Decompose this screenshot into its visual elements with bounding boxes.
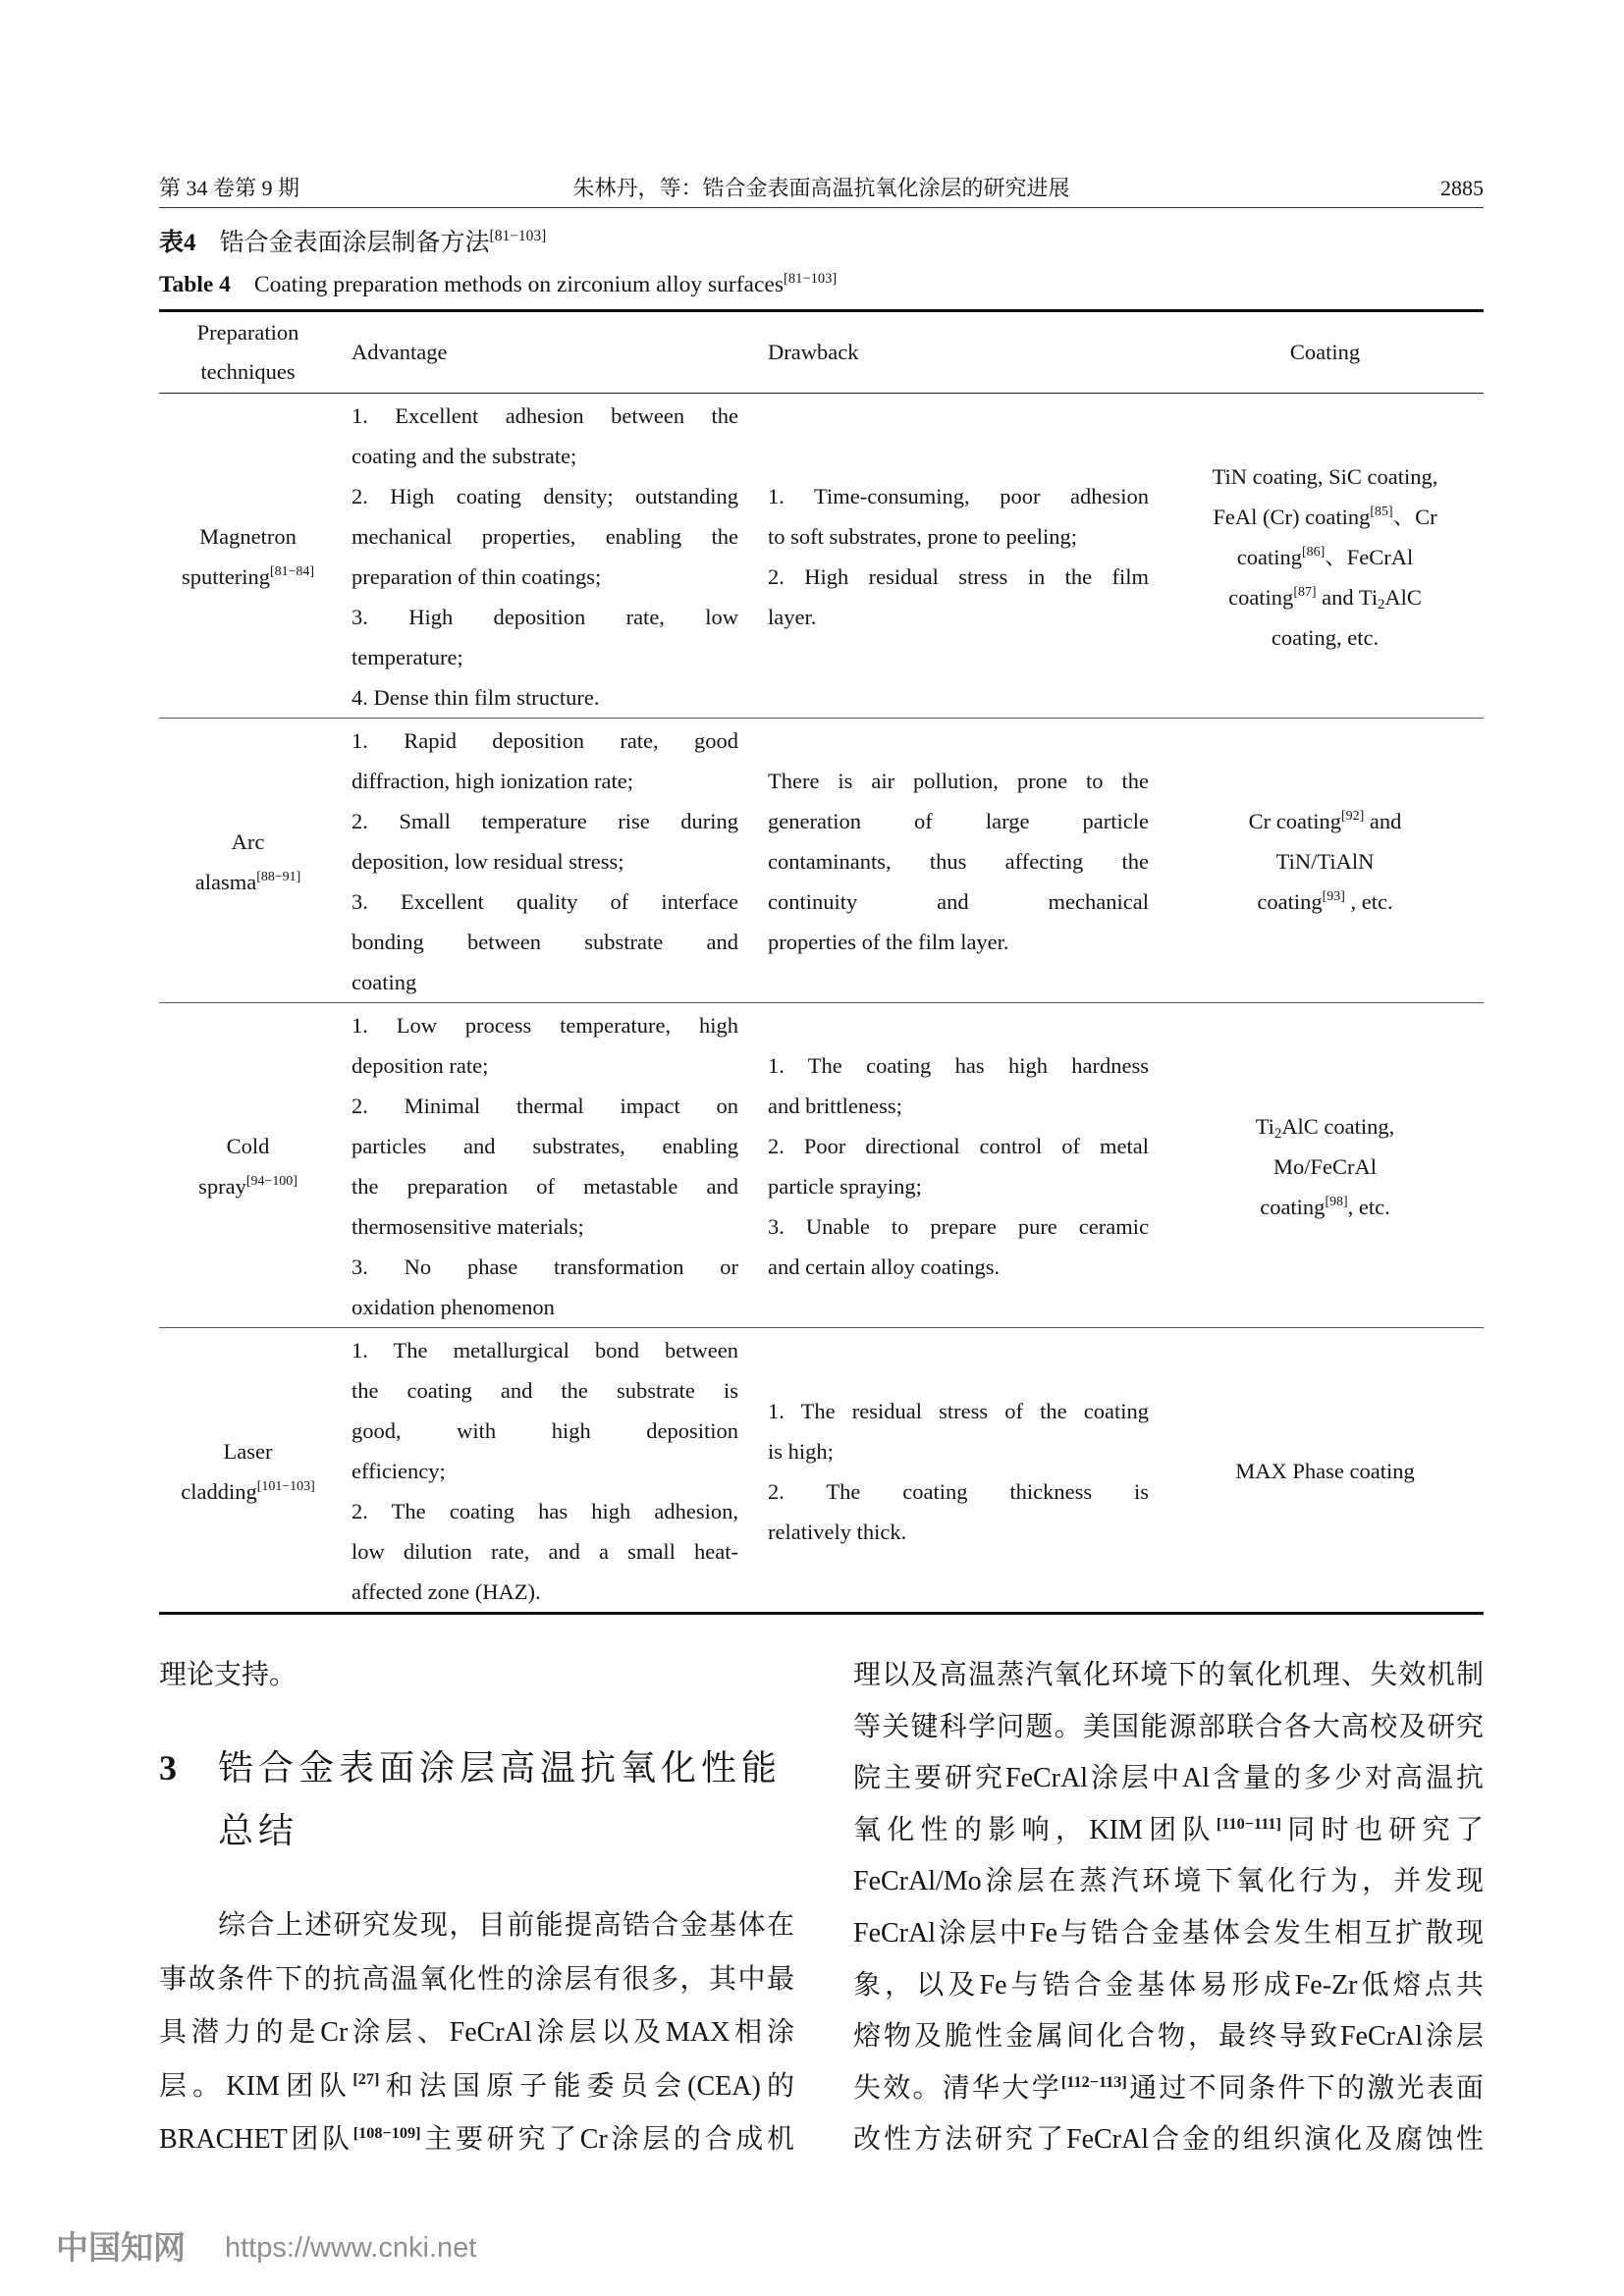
section-title-line: 总结: [218, 1810, 299, 1850]
cell-line: [768, 1206, 1149, 1247]
citation-superscript: [98]: [1325, 1194, 1348, 1209]
text-run: contaminants, thus affecting the: [768, 849, 1149, 874]
citation-superscript: [112−113]: [1060, 2072, 1127, 2091]
cell-line: [768, 516, 1149, 557]
table-header-row: [159, 312, 1484, 394]
cell-line: [159, 1126, 337, 1166]
cell-line: [352, 1005, 738, 1045]
text-run: FeAl (Cr) coating: [1213, 504, 1371, 529]
technique-cell: [159, 1126, 337, 1206]
body-line: [853, 1753, 1484, 1805]
cell-line: [768, 1166, 1149, 1206]
citation-superscript: [108−109]: [352, 2123, 421, 2142]
cell-line: [352, 1370, 738, 1411]
cell-line: [1166, 1187, 1484, 1227]
text-run: 熔物及脆性金属间化合物，最终导致FeCrAl涂层: [853, 2021, 1484, 2053]
cell-line: [1166, 537, 1484, 577]
text-run: deposition, low residual stress;: [352, 849, 624, 874]
cell-line: [352, 396, 738, 436]
text-run: 、Cr: [1392, 504, 1437, 529]
citation-superscript: [93]: [1322, 889, 1345, 905]
cell-line: [352, 637, 738, 677]
citation-superscript: [81−103]: [489, 228, 547, 245]
cell-line: [352, 516, 738, 557]
body-line: [159, 1899, 794, 1953]
table-title-en: Coating preparation methods on zirconium alloy surfaces: [253, 272, 784, 297]
header-rule: [159, 207, 1484, 208]
drawback-cell: [768, 1045, 1149, 1287]
text-run: 通过不同条件下的激光表面: [1126, 2072, 1484, 2104]
section-heading: [159, 1736, 794, 1862]
text-run: Mo/FeCrAl: [1272, 1153, 1377, 1179]
table-body: [159, 394, 1484, 1612]
text-run: good, with high deposition: [352, 1418, 738, 1443]
text-run: and: [1364, 809, 1402, 833]
text-run: coating, etc.: [1271, 624, 1380, 650]
cell-line: [1166, 841, 1484, 881]
cell-line: [159, 557, 337, 597]
text-run: 2. The coating has high adhesion,: [352, 1499, 738, 1523]
text-run: 、FeCrAl: [1325, 544, 1414, 569]
text-run: 和法国原子能委员会(CEA)的: [379, 2070, 794, 2102]
cell-line: [768, 1086, 1149, 1126]
cell-line: [352, 1287, 738, 1327]
text-run: Advantage: [352, 340, 448, 364]
column-header-advantage: [352, 333, 738, 372]
body-line: [159, 2113, 794, 2167]
citation-superscript: [110−111]: [1216, 1814, 1281, 1833]
cell-line: [1166, 1106, 1484, 1147]
text-run: 3. No phase transformation or: [352, 1255, 738, 1279]
text-run: 理以及高温蒸汽氧化环境下的氧化机理、失效机制: [853, 1660, 1484, 1690]
text-run: techniques: [200, 359, 296, 384]
citation-superscript: [86]: [1301, 544, 1326, 560]
text-run: sputtering: [181, 564, 270, 589]
citation-superscript: [27]: [352, 2070, 380, 2089]
body-line: [853, 1805, 1484, 1857]
cell-line: [352, 1126, 738, 1166]
text-run: alasma: [194, 869, 257, 894]
cell-line: [768, 881, 1149, 922]
text-run: TiN/TiAlN: [1275, 849, 1375, 874]
text-run: , etc.: [1344, 889, 1393, 914]
drawback-cell: [768, 476, 1149, 637]
table-label-cn: 表4: [159, 230, 196, 256]
cell-line: [159, 862, 337, 902]
citation-superscript: [101−103]: [256, 1478, 315, 1494]
text-run: MAX Phase coating: [1235, 1459, 1415, 1483]
table-caption-en: [159, 267, 837, 302]
text-run: continuity and mechanical: [768, 889, 1149, 914]
cell-line: [352, 1247, 738, 1287]
citation-superscript: [85]: [1370, 504, 1393, 519]
text-run: layer.: [768, 605, 817, 629]
text-run: preparation of thin coatings;: [352, 564, 602, 589]
coating-cell: [1166, 1451, 1484, 1491]
body-line: [159, 1953, 794, 2007]
text-run: 1. The residual stress of the coating: [768, 1398, 1149, 1423]
cell-line: [352, 881, 738, 922]
table-row: [159, 394, 1484, 719]
body-line: [853, 1856, 1484, 1908]
paragraph-carry-over: [159, 1649, 794, 1702]
text-run: the coating and the substrate is: [352, 1378, 738, 1403]
subscript: 2: [1273, 1125, 1282, 1142]
text-run: is high;: [768, 1438, 834, 1464]
subscript: 2: [1378, 596, 1385, 613]
text-run: , etc.: [1347, 1194, 1390, 1219]
advantage-cell: [352, 396, 738, 718]
cell-line: [1166, 497, 1484, 537]
text-run: FeCrAl/Mo涂层在蒸汽环境下氧化行为，并发现: [853, 1866, 1484, 1897]
technique-cell: [159, 1431, 337, 1512]
cell-line: [1166, 617, 1484, 658]
cell-line: [352, 922, 738, 962]
text-run: deposition rate;: [352, 1053, 489, 1078]
text-run: mechanical properties, enabling the: [352, 524, 738, 549]
header-line: [159, 313, 337, 352]
section-number: 3: [159, 1748, 177, 1788]
cell-line: [768, 1471, 1149, 1512]
cell-line: [1166, 456, 1484, 497]
text-run: AlC coating,: [1281, 1113, 1395, 1139]
advantage-cell: [352, 721, 738, 1002]
cell-line: [768, 557, 1149, 597]
cell-line: [352, 436, 738, 476]
text-run: particle spraying;: [768, 1174, 922, 1199]
text-run: cladding: [181, 1478, 257, 1504]
text-run: TiN coating, SiC coating,: [1212, 463, 1438, 489]
cell-line: [768, 1391, 1149, 1431]
body-line: [853, 2114, 1484, 2166]
text-run: Magnetron: [199, 524, 297, 549]
text-run: 等关键科学问题。美国能源部联合各大高校及研究: [853, 1711, 1484, 1742]
text-run: efficiency;: [352, 1459, 446, 1483]
cell-line: [352, 677, 738, 718]
cell-line: [768, 1247, 1149, 1287]
text-run: 象，以及Fe与锆合金基体易形成Fe-Zr低熔点共: [853, 1969, 1484, 2001]
text-run: coating: [1260, 1194, 1326, 1219]
text-run: coating and the substrate;: [352, 444, 577, 468]
text-run: BRACHET团队: [159, 2124, 353, 2155]
cell-line: [352, 1166, 738, 1206]
text-run: 3. High deposition rate, low: [352, 605, 738, 629]
body-line: [853, 1702, 1484, 1754]
watermark-logo-text: 中国知网: [56, 2228, 186, 2267]
body-line: [853, 2011, 1484, 2063]
body-text: 理论支持。: [159, 1660, 298, 1690]
text-run: 层。KIM团队: [159, 2070, 353, 2102]
cell-line: [352, 1451, 738, 1491]
coating-cell: [1166, 456, 1484, 658]
body-column-right: [853, 1650, 1484, 2166]
column-header-drawback: [768, 333, 1149, 372]
technique-cell: [159, 516, 337, 597]
advantage-cell: [352, 1005, 738, 1327]
cell-line: [352, 1411, 738, 1451]
text-run: diffraction, high ionization rate;: [352, 769, 633, 793]
cell-line: [352, 1330, 738, 1370]
cell-line: [1166, 801, 1484, 841]
cell-line: [1166, 577, 1484, 617]
running-header: [159, 174, 1484, 203]
text-run: 同时也研究了: [1280, 1814, 1484, 1845]
table-row: [159, 1328, 1484, 1612]
cell-line: [159, 1431, 337, 1471]
citation-superscript: [94−100]: [245, 1174, 298, 1190]
text-run: 1. Low process temperature, high: [352, 1013, 738, 1038]
text-run: 2. Minimal thermal impact on: [352, 1094, 738, 1118]
body-line: [159, 2060, 794, 2114]
cell-line: [352, 761, 738, 801]
text-run: Laser: [223, 1438, 273, 1464]
table-row: [159, 719, 1484, 1003]
cell-line: [352, 1531, 738, 1572]
section-title-line: 锆合金表面涂层高温抗氧化性能: [218, 1747, 783, 1788]
cell-line: [352, 1045, 738, 1086]
technique-cell: [159, 822, 337, 902]
drawback-cell: [768, 1391, 1149, 1552]
cell-line: [352, 557, 738, 597]
text-run: 1. Time-consuming, poor adhesion: [768, 484, 1149, 508]
text-run: Preparation: [196, 320, 299, 345]
text-run: coating: [1228, 584, 1294, 610]
running-title: 朱林丹，等：锆合金表面高温抗氧化涂层的研究进展: [572, 176, 1070, 200]
cell-line: [1166, 1451, 1484, 1491]
cell-line: [768, 1045, 1149, 1086]
text-run: 1. Excellent adhesion between the: [352, 403, 738, 428]
cell-line: [768, 476, 1149, 516]
cell-line: [352, 1086, 738, 1126]
cell-line: [352, 476, 738, 516]
cnki-watermark: [56, 2228, 477, 2268]
text-run: coating: [1257, 889, 1323, 914]
text-run: and certain alloy coatings.: [768, 1255, 1001, 1279]
text-run: 2. Poor directional control of metal: [768, 1134, 1149, 1158]
text-run: Cr coating: [1248, 809, 1341, 833]
text-run: 3. Unable to prepare pure ceramic: [768, 1214, 1149, 1239]
coating-cell: [1166, 801, 1484, 922]
text-run: and Ti: [1316, 584, 1379, 610]
body-line: [853, 1960, 1484, 2012]
coating-methods-table: [159, 309, 1484, 1615]
text-run: 主要研究了Cr涂层的合成机: [420, 2124, 794, 2155]
header-line: [1166, 333, 1484, 372]
text-run: 2. High residual stress in the film: [768, 564, 1149, 589]
cell-line: [768, 1431, 1149, 1471]
citation-superscript: [92]: [1341, 809, 1365, 825]
text-run: coating: [352, 970, 417, 994]
body-line: [159, 2006, 794, 2060]
cell-line: [768, 1512, 1149, 1552]
text-run: 具潜力的是Cr涂层、FeCrAl涂层以及MAX相涂: [159, 2017, 794, 2048]
cell-line: [352, 1572, 738, 1612]
text-run: 2. High coating density; outstanding: [352, 484, 738, 508]
text-run: oxidation phenomenon: [352, 1295, 555, 1319]
text-run: to soft substrates, prone to peeling;: [768, 524, 1077, 549]
text-run: and brittleness;: [768, 1094, 902, 1118]
text-run: Drawback: [768, 340, 859, 364]
header-line: [768, 333, 1149, 372]
text-run: generation of large particle: [768, 809, 1149, 833]
citation-superscript: [88−91]: [256, 869, 301, 884]
citation-superscript: [81−84]: [269, 564, 315, 580]
text-run: FeCrAl涂层中Fe与锆合金基体会发生相互扩散现: [853, 1917, 1484, 1949]
table-title-cn: 锆合金表面涂层制备方法: [219, 230, 490, 256]
cell-line: [352, 597, 738, 637]
cell-line: [352, 721, 738, 761]
text-run: 院主要研究FeCrAl涂层中Al含量的多少对高温抗: [853, 1763, 1484, 1794]
column-header-coating: [1166, 333, 1484, 372]
cell-line: [768, 801, 1149, 841]
text-run: spray: [198, 1174, 246, 1199]
text-run: low dilution rate, and a small heat-: [352, 1539, 738, 1564]
text-run: Coating: [1289, 340, 1361, 364]
citation-superscript: [87]: [1293, 584, 1317, 600]
text-run: 4. Dense thin film structure.: [352, 685, 600, 710]
text-run: particles and substrates, enabling: [352, 1134, 738, 1158]
body-line: [853, 2063, 1484, 2115]
text-run: 3. Excellent quality of interface: [352, 889, 738, 914]
cell-line: [352, 841, 738, 881]
text-run: There is air pollution, prone to the: [768, 769, 1149, 793]
text-run: thermosensitive materials;: [352, 1214, 584, 1239]
drawback-cell: [768, 761, 1149, 962]
text-run: bonding between substrate and: [352, 930, 738, 954]
watermark-url: https://www.cnki.net: [225, 2232, 477, 2264]
body-line: [853, 1650, 1484, 1702]
text-run: Arc: [231, 828, 265, 854]
table-label-en: Table 4: [159, 272, 231, 297]
text-run: Cold: [226, 1134, 270, 1158]
text-run: affected zone (HAZ).: [352, 1579, 541, 1604]
citation-superscript: [81−103]: [783, 270, 838, 287]
text-run: 2. The coating thickness is: [768, 1478, 1149, 1504]
cell-line: [352, 1491, 738, 1531]
text-run: coating: [1236, 544, 1302, 569]
cell-line: [768, 1126, 1149, 1166]
cell-line: [159, 516, 337, 557]
cell-line: [352, 801, 738, 841]
text-run: relatively thick.: [768, 1519, 907, 1544]
cell-line: [159, 822, 337, 862]
cell-line: [768, 922, 1149, 962]
journal-issue: 第 34 卷第 9 期: [159, 176, 300, 200]
cell-line: [159, 1166, 337, 1206]
text-run: 综合上述研究发现，目前能提高锆合金基体在: [218, 1910, 794, 1941]
text-run: Ti: [1255, 1113, 1274, 1139]
text-run: 2. Small temperature rise during: [352, 809, 738, 833]
cell-line: [1166, 881, 1484, 922]
coating-cell: [1166, 1106, 1484, 1227]
text-run: temperature;: [352, 645, 463, 669]
text-run: 事故条件下的抗高温氧化性的涂层有很多，其中最: [159, 1963, 794, 1995]
cell-line: [352, 962, 738, 1002]
body-line: [853, 1908, 1484, 1960]
body-paragraph-left: [159, 1899, 794, 2167]
text-run: 1. Rapid deposition rate, good: [352, 728, 738, 753]
header-line: [352, 333, 738, 372]
cell-line: [1166, 1147, 1484, 1187]
advantage-cell: [352, 1330, 738, 1612]
text-run: 氧化性的影响，KIM团队: [853, 1814, 1217, 1845]
text-run: AlC: [1384, 584, 1422, 610]
text-run: 改性方法研究了FeCrAl合金的组织演化及腐蚀性: [853, 2124, 1484, 2156]
text-run: the preparation of metastable and: [352, 1174, 738, 1199]
column-header-technique: [159, 313, 337, 392]
cell-line: [768, 597, 1149, 637]
cell-line: [768, 761, 1149, 801]
header-line: [159, 352, 337, 392]
page-number: 2885: [1440, 176, 1484, 200]
text-run: 1. The coating has high hardness: [768, 1053, 1149, 1078]
cell-line: [352, 1206, 738, 1247]
cell-line: [159, 1471, 337, 1512]
text-run: 1. The metallurgical bond between: [352, 1338, 738, 1362]
cell-line: [768, 841, 1149, 881]
table-row: [159, 1003, 1484, 1328]
text-run: 失效。清华大学: [853, 2072, 1061, 2104]
text-run: properties of the film layer.: [768, 930, 1009, 954]
table-caption-cn: [159, 226, 546, 261]
